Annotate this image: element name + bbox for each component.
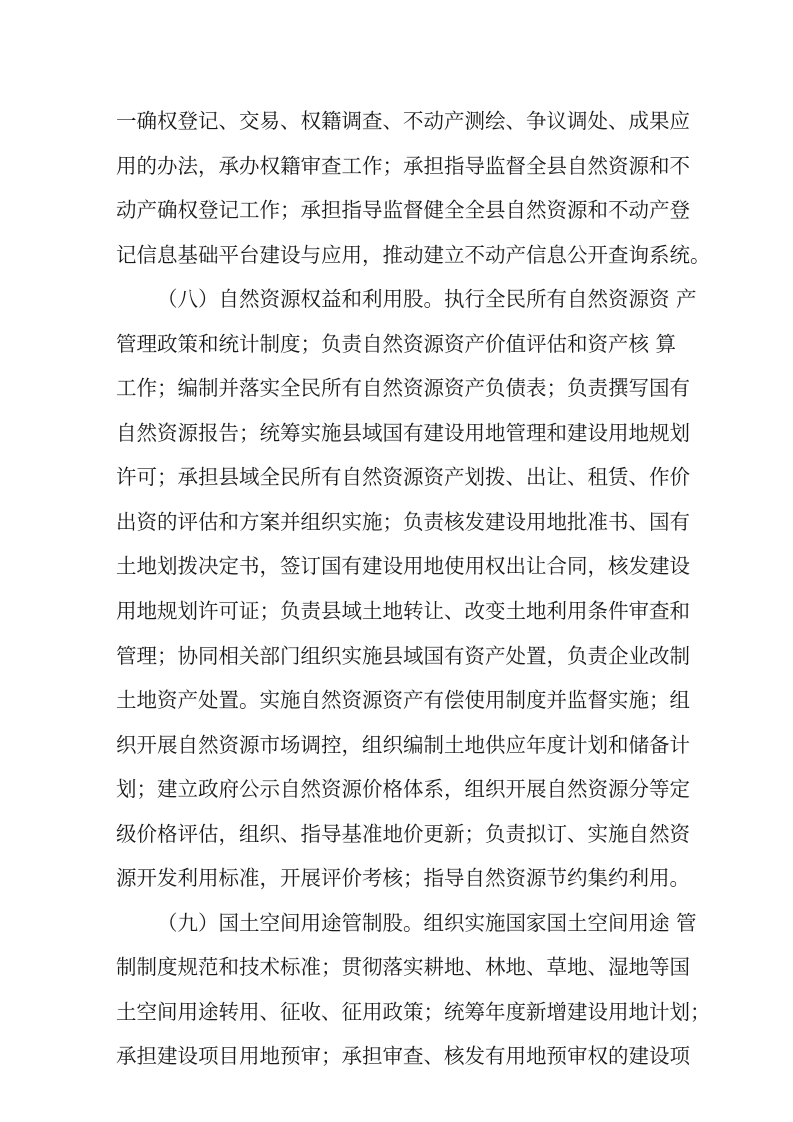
text-line: 自然资源报告；统筹实施县域国有建设用地管理和建设用地规划 <box>116 420 690 445</box>
text-line: 用的办法，承办权籍审查工作；承担指导监督全县自然资源和不 <box>116 153 690 178</box>
text-line: 许可；承担县域全民所有自然资源资产划拨、出让、租赁、作价 <box>116 465 690 490</box>
text-line: 级价格评估，组织、指导基准地价更新；负责拟订、实施自然资 <box>116 821 690 846</box>
text-line: 土空间用途转用、征收、征用政策；统筹年度新增建设用地计划； <box>116 999 711 1024</box>
section-8-heading-line: （八）自然资源权益和利用股。执行全民所有自然资源资 产 <box>157 287 697 312</box>
text-line: 承担建设项目用地预审；承担审查、核发有用地预审权的建设项 <box>116 1044 690 1069</box>
text-line: 记信息基础平台建设与应用，推动建立不动产信息公开查询系统。 <box>116 242 711 267</box>
text-line: 织开展自然资源市场调控，组织编制土地供应年度计划和储备计 <box>116 732 690 757</box>
text-line: 划；建立政府公示自然资源价格体系，组织开展自然资源分等定 <box>116 777 690 802</box>
text-line: 工作；编制并落实全民所有自然资源资产负债表；负责撰写国有 <box>116 376 690 401</box>
text-line: 管理；协同相关部门组织实施县域国有资产处置，负责企业改制 <box>116 643 690 668</box>
text-line: 制制度规范和技术标准；贯彻落实耕地、林地、草地、湿地等国 <box>116 955 690 980</box>
text-line: 管理政策和统计制度；负责自然资源资产价值评估和资产核 算 <box>116 331 677 356</box>
text-line: 土地资产处置。实施自然资源资产有偿使用制度并监督实施；组 <box>116 688 690 713</box>
text-line: 用地规划许可证；负责县域土地转让、改变土地利用条件审查和 <box>116 599 690 624</box>
section-9-heading-line: （九）国土空间用途管制股。组织实施国家国土空间用途 管 <box>157 910 697 935</box>
text-line: 动产确权登记工作；承担指导监督健全全县自然资源和不动产登 <box>116 198 690 223</box>
text-line: 源开发利用标准，开展评价考核；指导自然资源节约集约利用。 <box>116 866 690 891</box>
body-text <box>116 99 711 1079</box>
text-line: 土地划拨决定书，签订国有建设用地使用权出让合同，核发建设 <box>116 554 690 579</box>
text-line: 一确权登记、交易、权籍调查、不动产测绘、争议调处、成果应 <box>116 109 690 133</box>
text-line: 出资的评估和方案并组织实施；负责核发建设用地批准书、国有 <box>116 509 690 534</box>
